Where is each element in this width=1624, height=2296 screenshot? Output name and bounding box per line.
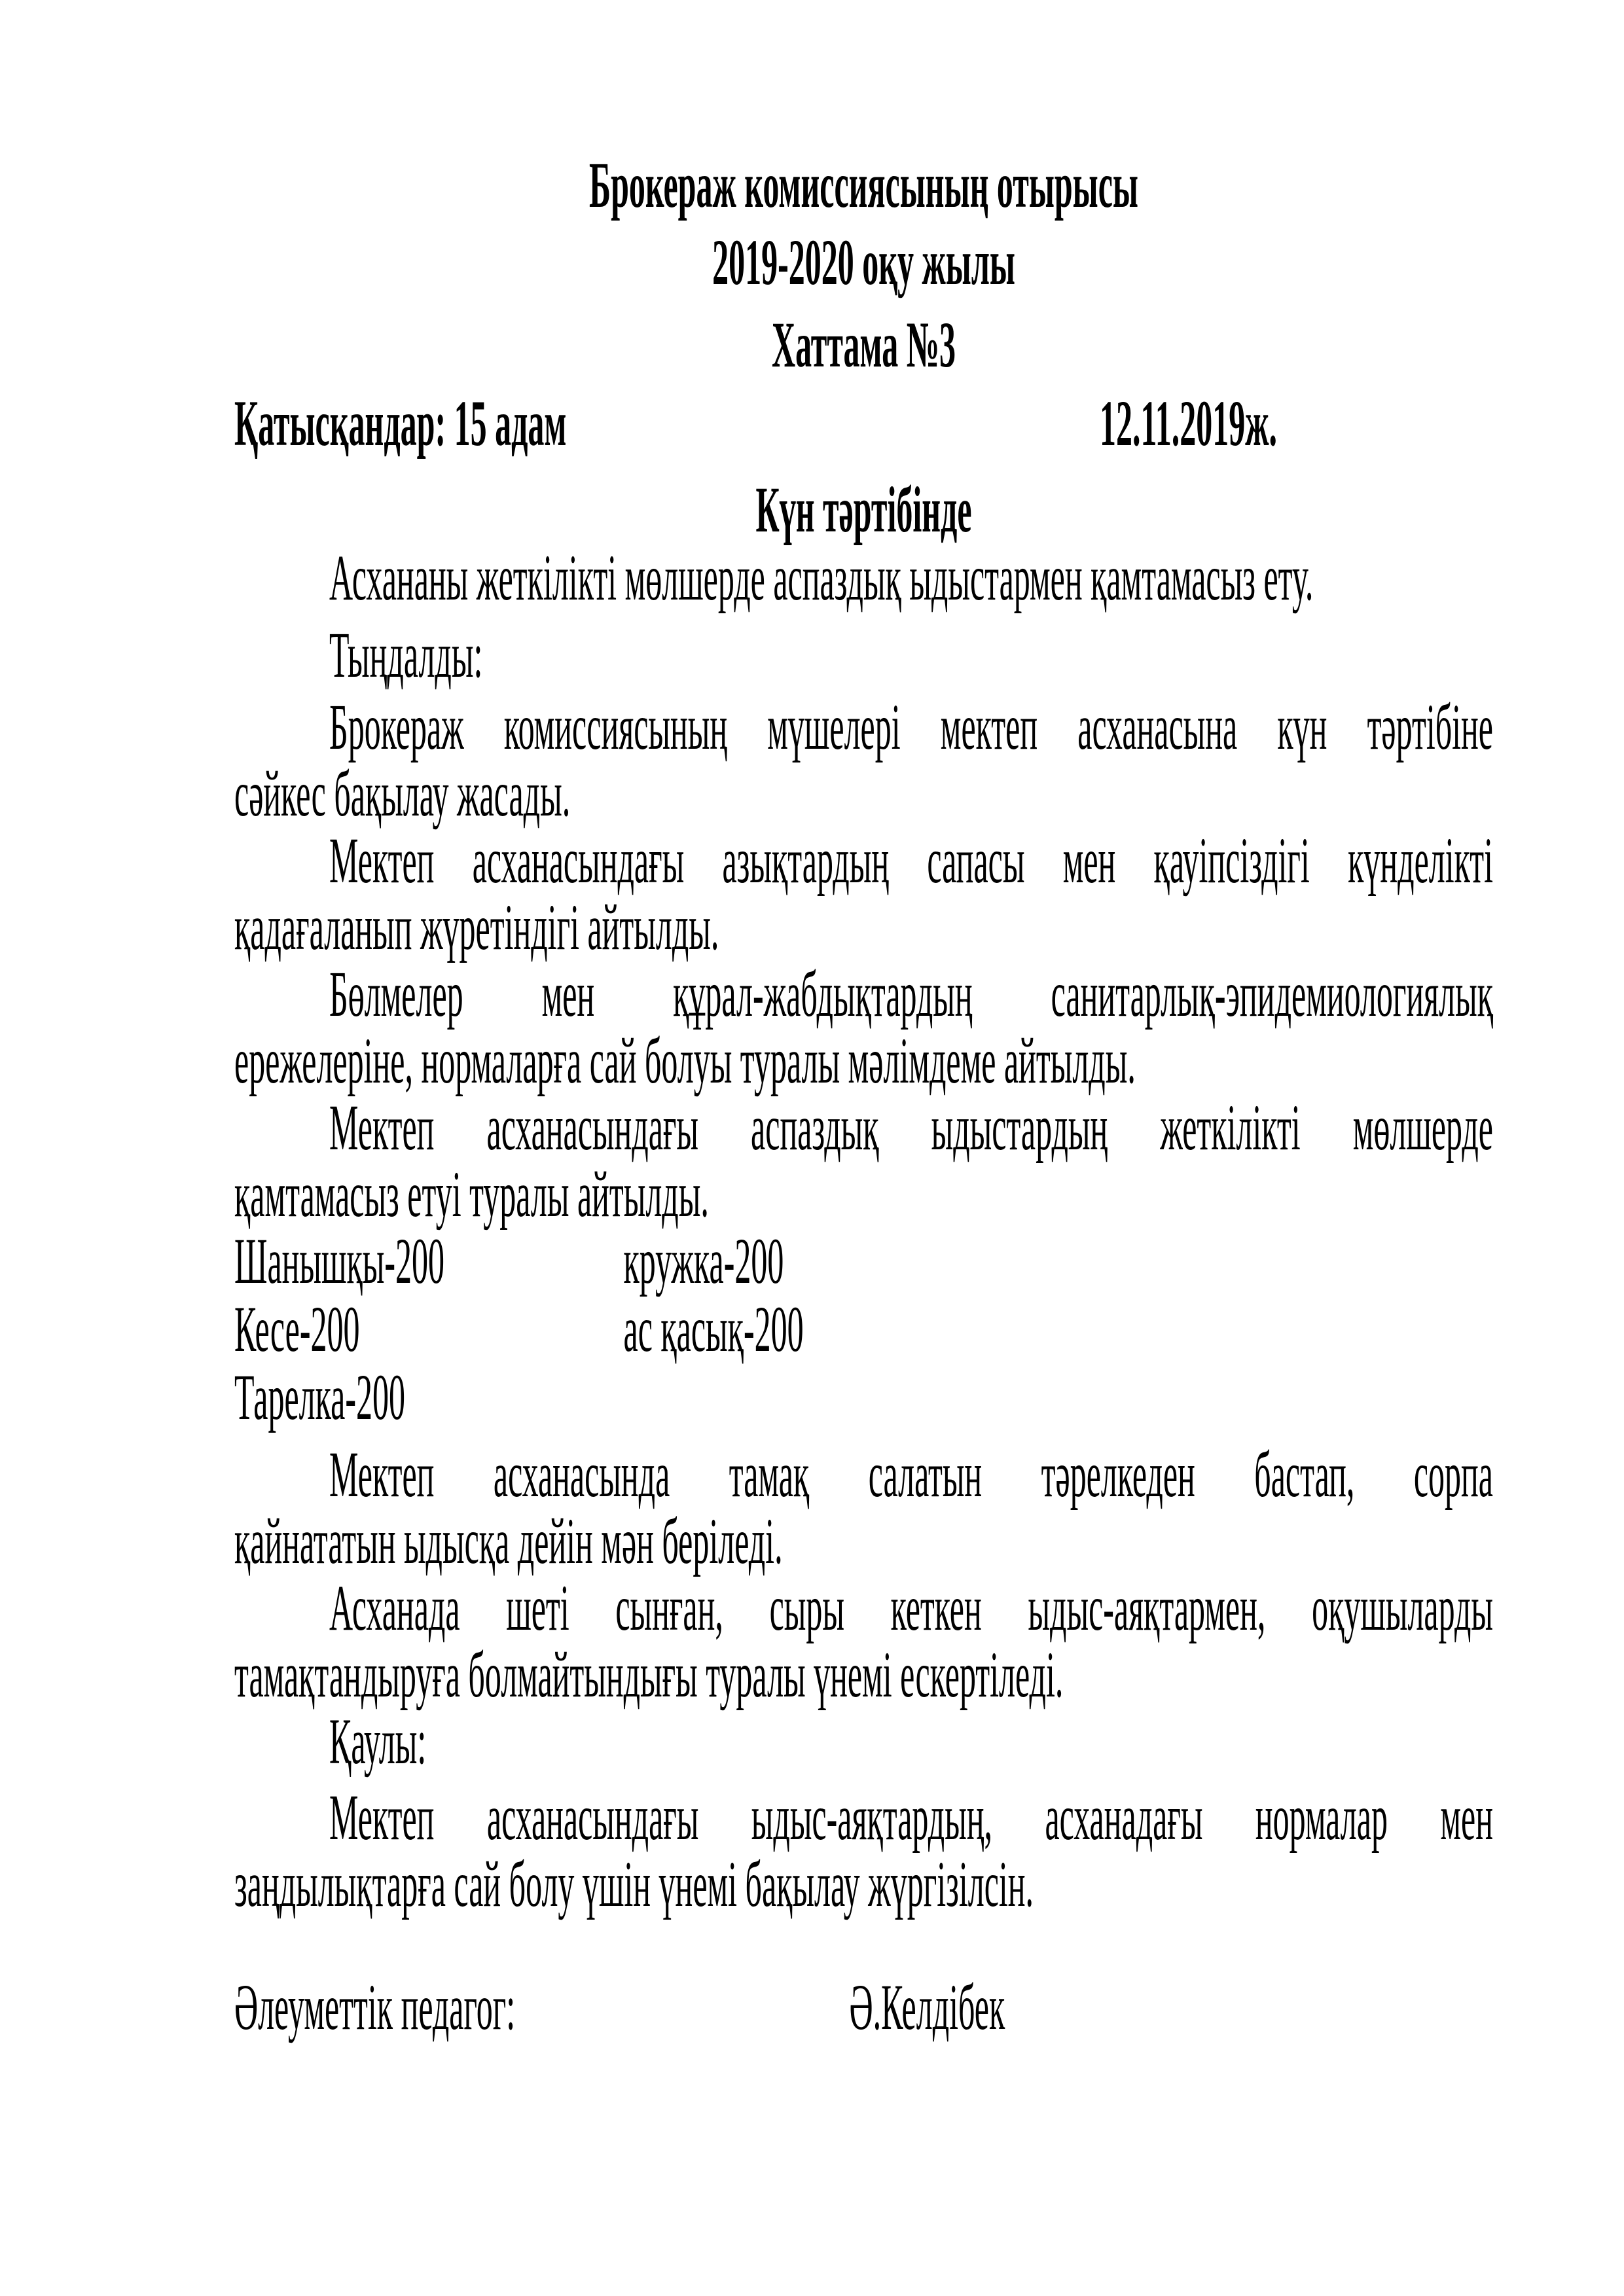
paragraph-line: Брокераж комиссиясының мүшелері мектеп асханасына күн тәртібіне [329,690,1493,763]
paragraph-line: Мектеп асханасында тамақ салатын тәрелкеден бастап, сорпа [329,1437,1493,1511]
inventory-item: кружка-200 [623,1224,784,1297]
signature-row [234,1970,1493,2043]
heard-label: Тыңдалды: [329,618,483,691]
participants-count: Қатысқандар: 15 адам [234,386,567,459]
protocol-number: Хаттама №3 [771,308,956,381]
paragraph-line: Мектеп асханасындағы ыдыс-аяқтардың, асханадағы нормалар мен [329,1780,1493,1854]
paragraph-line: тамақтандыруға болмайтындығы туралы үнемі ескертіледі. [234,1638,1064,1711]
participants-date-row [234,386,1493,459]
decision-label: Қаулы: [329,1704,427,1778]
signature-name: Ә.Келдібек [849,1970,1005,2043]
paragraph [234,957,1493,1097]
inventory-item: Шанышқы-200 [234,1224,445,1297]
decision-paragraph [234,1780,1493,1920]
document-title: Брокераж комиссиясының отырысы [589,148,1138,221]
paragraph [234,690,1493,830]
paragraph-line: сәйкес бақылау жасады. [234,757,571,830]
paragraph-line: Асханада шеті сынған, сыры кеткен ыдыс-аяқтармен, оқушыларды [329,1571,1493,1644]
inventory-row [234,1224,1493,1297]
paragraph-line: қамтамасыз етуі туралы айтылды. [234,1157,709,1230]
paragraph-line: қадағаланып жүретіндігі айтылды. [234,890,719,963]
paragraph [234,823,1493,963]
inventory-item: ас қасық-200 [623,1292,804,1365]
paragraph-line: Бөлмелер мен құрал-жабдықтардың санитарлық-эпидемиологиялық [329,957,1493,1030]
agenda-item-text: Асхананы жеткілікті мөлшерде аспаздық ыдыстармен қамтамасыз ету. [329,541,1314,614]
academic-year-subtitle: 2019-2020 оқу жылы [712,225,1015,298]
paragraph [234,1571,1493,1711]
document-date: 12.11.2019ж. [1100,386,1277,459]
inventory-item: Тарелка-200 [234,1360,406,1433]
paragraph [234,1090,1493,1230]
inventory-row [234,1292,1493,1365]
inventory-row [234,1360,1493,1433]
signature-role: Әлеуметтік педагог: [234,1970,516,2043]
paragraph-line: Мектеп асханасындағы аспаздық ыдыстардың жеткілікті мөлшерде [329,1090,1493,1164]
paragraph-line: қайнататын ыдысқа дейін мән беріледі. [234,1504,783,1577]
inventory-item: Кесе-200 [234,1292,360,1365]
paragraph [234,1437,1493,1577]
paragraph-line: ережелеріне, нормаларға сай болуы туралы мәлімдеме айтылды. [234,1024,1136,1097]
paragraph-line: Мектеп асханасындағы азықтардың сапасы мен қауіпсіздігі күнделікті [329,823,1493,897]
agenda-heading: Күн тәртібінде [755,473,972,546]
paragraph-line: заңдылықтарға сай болу үшін үнемі бақылау жүргізілсін. [234,1847,1034,1920]
